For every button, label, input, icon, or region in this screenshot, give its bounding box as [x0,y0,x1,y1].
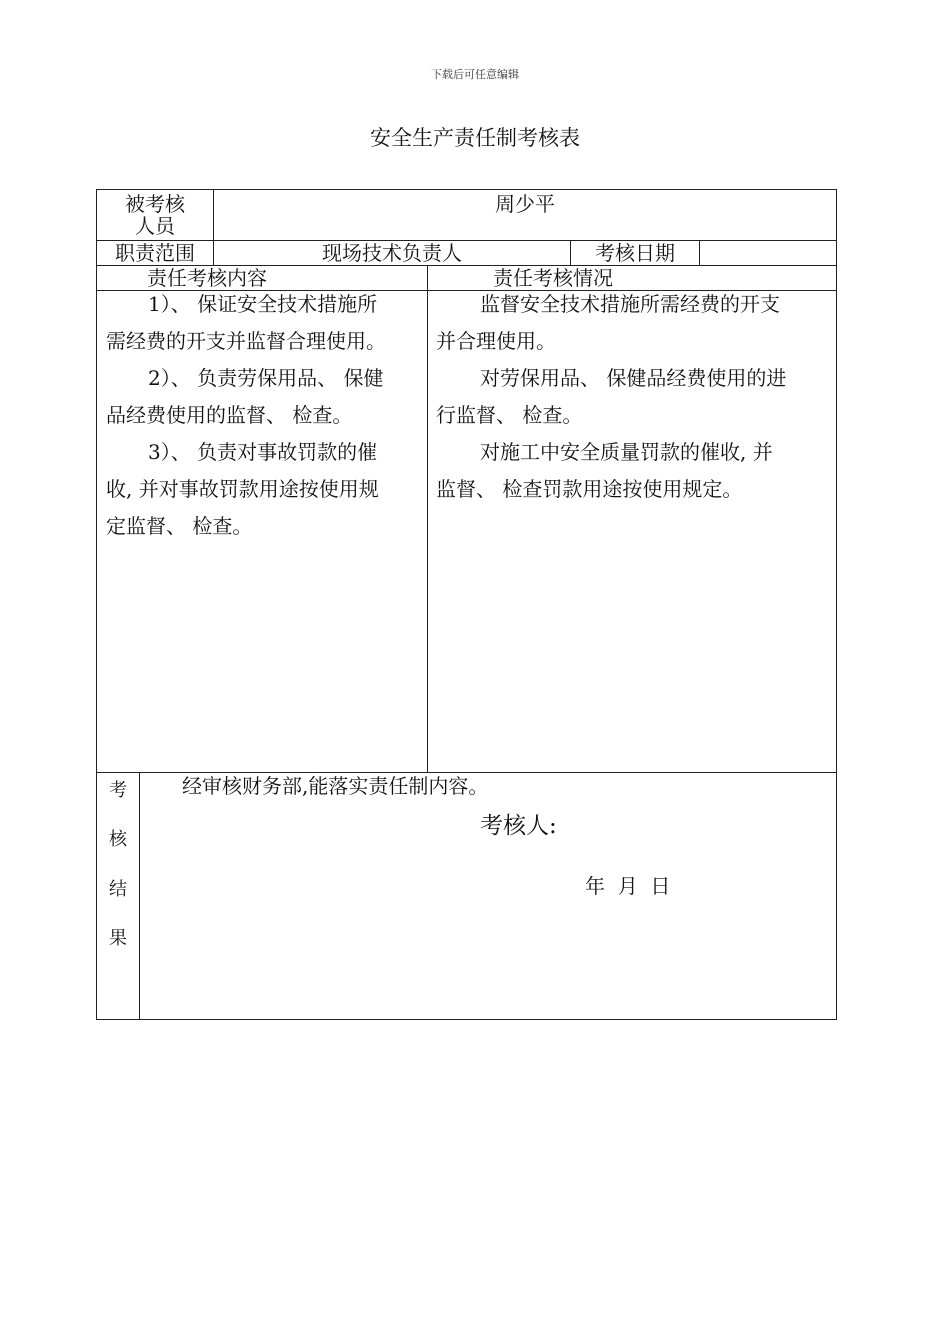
content-line: 品经费使用的监督、 检查。 [106,403,353,427]
result-label-char-2: 核 [109,829,127,850]
examinee-label-line-1: 被考核 [125,192,185,216]
examinee-label [97,193,213,237]
content-line: 2）、 负责劳保用品、 保健 [148,366,384,390]
status-line: 行监督、 检查。 [436,403,583,427]
status-header: 责任考核情况 [493,266,613,290]
content-paragraph-1 [106,286,422,360]
status-line: 对劳保用品、 保健品经费使用的进 [480,366,787,390]
col-divider-middle [427,265,428,772]
status-line: 监督、 检查罚款用途按使用规定。 [436,477,743,501]
assessment-form [96,189,837,1020]
status-line: 监督安全技术措施所需经费的开支 [480,292,780,316]
col-divider-date-value [699,240,700,265]
content-paragraph-2 [106,360,422,434]
content-line: 1）、 保证安全技术措施所 [148,292,378,316]
content-line: 定监督、 检查。 [106,514,253,538]
status-line: 对施工中安全质量罚款的催收, 并 [480,440,773,464]
document-title: 安全生产责任制考核表 [370,126,580,150]
content-line: 收, 并对事故罚款用途按使用规 [106,477,379,501]
result-label-char-1: 考 [109,780,127,801]
col-divider-result [139,772,140,1019]
date-line: 年 月 日 [585,874,671,898]
content-line: 3）、 负责对事故罚款的催 [148,440,378,464]
examinee-name: 周少平 [495,192,555,216]
result-label-char-4: 果 [109,928,127,949]
date-label: 考核日期 [595,241,675,265]
result-label-char-3: 结 [109,879,127,900]
header-note: 下载后可任意编辑 [431,68,519,81]
status-paragraph-1 [436,286,832,360]
scope-label: 职责范围 [115,241,195,265]
row-divider-4 [97,772,836,773]
status-paragraph-2 [436,360,832,434]
status-paragraph-3 [436,434,832,508]
content-paragraph-3 [106,434,422,545]
status-line: 并合理使用。 [436,329,556,353]
reviewer-label: 考核人: [480,813,557,839]
result-text: 经审核财务部,能落实责任制内容。 [182,774,489,798]
content-header: 责任考核内容 [147,266,267,290]
row-divider-1 [97,240,836,241]
examinee-label-line-2: 人员 [135,214,175,238]
content-line: 需经费的开支并监督合理使用。 [106,329,386,353]
scope-value: 现场技术负责人 [322,241,462,265]
